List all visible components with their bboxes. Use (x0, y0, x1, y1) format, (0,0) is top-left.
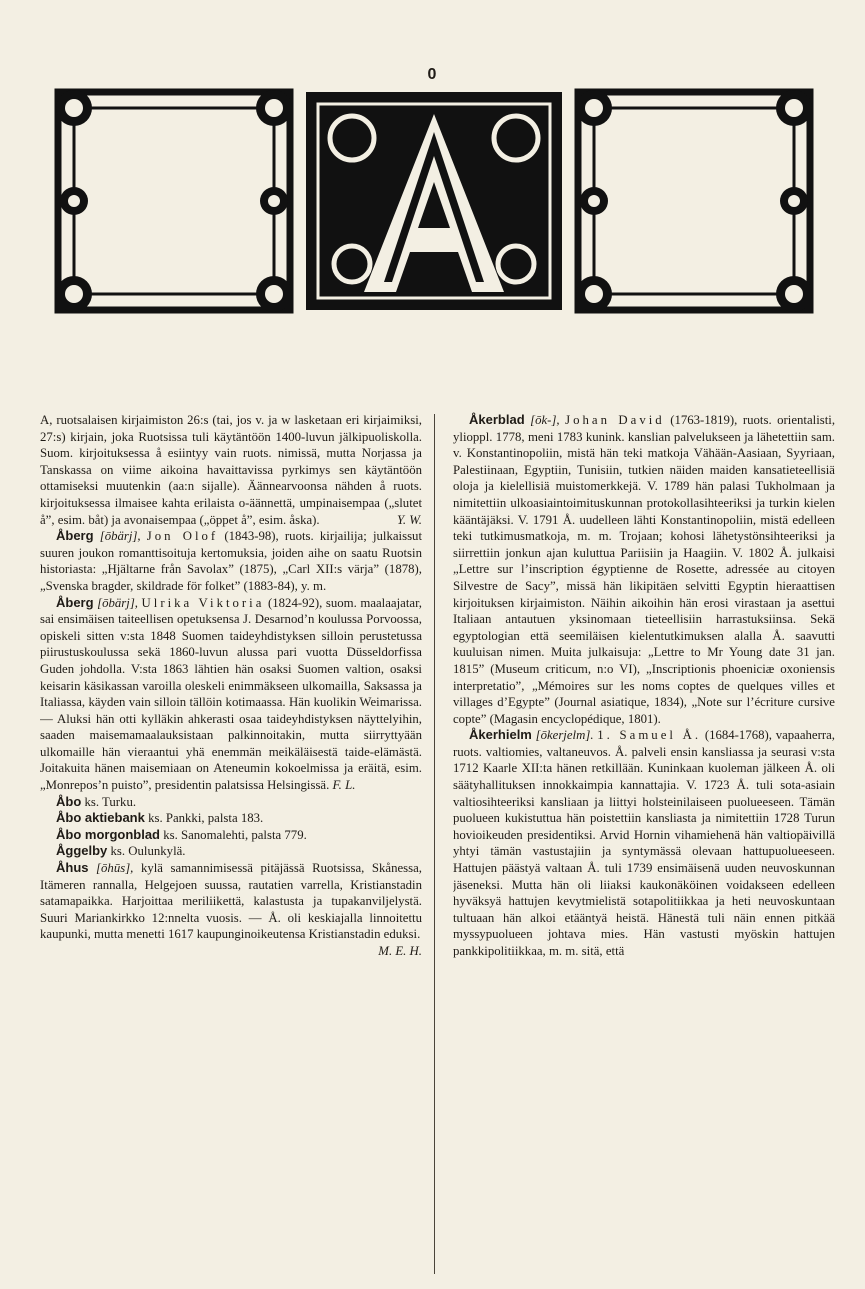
entry-abo-aktiebank (40, 810, 422, 827)
headword: Åbo morgonblad (56, 826, 160, 842)
headword: Åkerblad (469, 412, 525, 427)
headword: Åhus (56, 860, 89, 876)
entry-aggelby (40, 843, 422, 860)
person-name: Johan David (565, 413, 665, 427)
headword: Åberg (56, 594, 94, 610)
headword: Åberg (56, 528, 94, 544)
headword: Åkerhielm (469, 727, 532, 743)
entry-text: kylä samannimisessä pitäjässä Ruotsissa, Skånessa, Itämeren rannalla, Helgejoen suussa, rautatien varrella, Kristianstadin satamapaikka. Harjoittaa meriliikettä, kalastusta ja tupakanviljelystä. Suuri Mariankirkko 12:nnelta vuosis. — Å. oli keskiajalla linnoitettu kaupunki, mutta menetti 1617 kaupunginoikeutensa Kristianstadin eduksi. (40, 861, 422, 942)
entry-text: (1843-98), ruots. kirjailija; julkaissut suuren joukon romanttisoituja kertomuksia, joiden aihe on saatu Ruotsin historiasta: „Hjältarne från Savolax” (1875), „Carl XII:s värja” (1878), „Svenska bragder, skildrade för folket” (1883-84), y. m. (40, 529, 422, 593)
ornament-art (52, 86, 816, 316)
headword: Åbo aktiebank (56, 810, 145, 826)
ornamental-initial-banner (52, 86, 816, 316)
entry-akerblad (453, 412, 835, 727)
pronunciation: [ōbärj], (97, 595, 138, 610)
person-name: 1. Samuel Å. (597, 728, 702, 743)
column-divider (434, 414, 435, 1274)
entry-text: (1824-92), suom. maalaajatar, sai ensimäisen taiteellisen opetuksensa J. Desarnod’n koulussa Porvoossa, opiskeli sitten v:sta 1848 Suomen taideyhdistyksen silloin perustetussa piirustuskoulussa sekä 1860-luvun alussa pari vuotta Düsseldorfissa Guden johdolla. V:sta 1863 lähtien hän osaksi Suomen valtion, osaksi keisarin käsikassan varoilla oleskeli enimmäkseen ulkomailla, Saksassa ja Italiassa, käyden vain silloin tällöin kotimaassa. Hän kuolikin Weimarissa. — Aluksi hän otti kylläkin ahkerasti osaa taideyhdistyksen näyttelyihin, saaden maisemamaalauksistaan palkinnoitakin, mutta siirryttyään ulkomaille hän vieraantui yhä enemmän meikäläisestä taide-elämästä. Joitakuita hänen maisemiaan on Ateneumin kokoelmissa ja eräitä, esim. „Monrepos’n puisto”, presidentin palatsissa Helsingissä. (40, 595, 422, 793)
headword: Åbo (56, 793, 82, 809)
entry-text: ks. Pankki, palsta 183. (148, 811, 264, 826)
signature: Y. W. (396, 512, 422, 527)
headword: Åggelby (56, 843, 108, 859)
left-frame-scrolls (56, 90, 292, 312)
signature: F. L. (332, 778, 356, 793)
pronunciation: [ōkerjelm]. (535, 728, 594, 743)
pronunciation: [ōhūs], (96, 861, 134, 876)
entry-text: (1763-1819), ruots. orientalisti, ylioppl. 1778, meni 1783 kunink. kanslian palvelukseen ja lähetettiin sam. v. Konstantinopoliin, mistä hän teki matkoja Vähään-Aasiaan, Syyriaan, Palestiinaan, Egyptiin, Tunisiin, tutkien näiden maiden kansatieteellisiä oloja ja kielellisiä muistomerkkejä. V. 1789 hän palasi Tukholmaan ja nimitettiin ulkoasiaintoimituskunnan protokollasihteeriksi ja turkin kielen kääntäjäksi. V. 1791 Å. uudelleen lähti Konstantinopoliin, mistä edelleen teki tutkimusmatkoja, m. m. Trojaan; kohosi lähetystönsihteeriksi ja siirrettiin jonkun ajan kuluttua Pariisiin ja Haagiin. V. 1802 Å. julkaisi „Lettre sur l’inscription égyptienne de Rosette, adressée au citoyen Silvestre de Sacy”, missä hän likipitäen selvitti Egyptin hieraattisen kirjoituksen kirjaimiston. Näihin aikoihin hän erosi virastaan ja asettui Italiaan antautuen yksinomaan tieteellisiin harrastuksiinsa. Sekä egyptologian että seemiläisen kielentutkimuksen alalla Å. saavutti kuuluisan nimen. Muita julkaisuja: „Lettre to Mr Young date 31 jan. 1815” (Museum criticum, n:o VI), „Inscriptionis phoeniciæ oxoniensis interpretatio”, „Mémoires sur les noms coptes de quelques villes et villages d’Egypte” (Journal asiatique, 1834), „Note sur l’écriture cursive copte” (Magasin encyclopédique, 1801). (453, 413, 835, 726)
entry-text: ks. Turku. (84, 794, 137, 809)
intro-text: A, ruotsalaisen kirjaimiston 26:s (tai, jos v. ja w lasketaan eri kirjaimiksi, 27:s) kirjain, joka Ruotsissa tuli käytäntöön 1400-luvun jälkipuoliskolla. Suom. kirjoituksessa å esiintyy vain ruots. nimissä, mutta Norjassa ja Tanskassa on viime aikoina havaittavissa pyrkimys sen käytäntöön ottamiseksi muutenkin (aa:n sijalle). Äännearvoonsa nähden å ruots. kirjoituksessa ilmaisee kahta erilaista o-äännettä, umpinaisempaa („slutet å”, esim. båt) ja avonaisempaa („öppet å”, esim. åska). (40, 413, 422, 527)
person-name: Ulrika Viktoria (141, 595, 265, 610)
entry-aberg-ulrika (40, 595, 422, 794)
entry-akerhielm (453, 727, 835, 959)
right-column (453, 412, 835, 1282)
initial-letter-block (306, 92, 562, 310)
person-name: Jon Olof (146, 529, 219, 544)
entry-ahus (40, 860, 422, 958)
entry-aberg-jon-olof (40, 528, 422, 594)
left-frame-ornament (58, 92, 290, 310)
entry-text: ks. Sanomalehti, palsta 779. (163, 827, 307, 842)
pronunciation: [ōbärj], (99, 529, 141, 544)
right-frame-scrolls (576, 90, 812, 312)
pronunciation: [ōk-], (530, 413, 560, 427)
left-column (40, 412, 422, 1282)
entry-abo (40, 794, 422, 811)
entry-text: ks. Oulunkylä. (110, 844, 186, 859)
right-frame-ornament (578, 92, 810, 310)
page-header (0, 0, 865, 330)
intro-paragraph (40, 412, 422, 528)
entry-abo-morgonblad (40, 827, 422, 844)
page-number: 0 (427, 66, 438, 83)
entry-text: (1684-1768), vapaaherra, ruots. valtiomies, valtaneuvos. Å. palveli ensin kansliassa ja seurasi v:sta 1712 Kaarle XII:ta hänen retkillään. Kuninkaan kuoleman jälkeen Å. oli säätyhallituksen innokkaimpia kannattajia. V. 1723 Å. tuli sota-asiain valtiosihteeriksi kansliaan ja liittyi holsteinilaiseen puolueeseen. Tämän puolueen kukistuttua hän poistettiin kansliasta ja nimitettiin 1728 Turun hovioikeuden presidentiksi. Arvid Hornin vihamiehenä hän valtiopäivillä yhtyi tämän vastustajiin ja syntymässä olevaan hattupuolueeseen. Hattujen päästyä valtaan Å. tuli 1739 ensimäisenä uuden neuvoskunnan jäseneksi. Mutta hän oli liiaksi kaukonäköinen voidakseen edelleen hyväksyä hattujen kevytmielistä sotapolitiikkaa ja heti neuvoskuntaan tultuaan hän alkoi etääntyä heistä. Hänestä tuli näin ennen pitkää myssypuolueen johtava mies. Hän vastusti myöskin hattujen pankkipolitiikkaa, m. m. sitä, että (453, 728, 835, 958)
signature: M. E. H. (378, 944, 422, 958)
